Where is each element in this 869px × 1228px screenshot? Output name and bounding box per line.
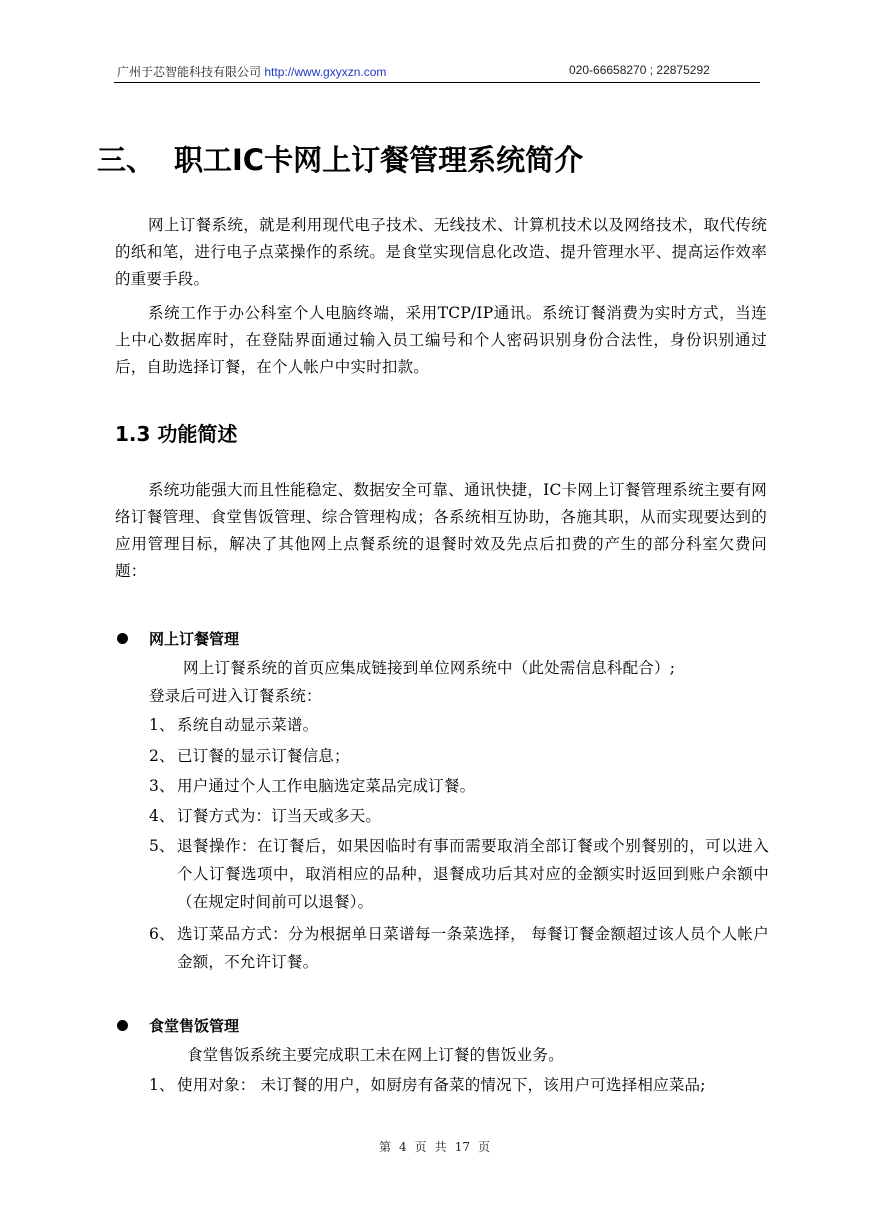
list-item-text: 已订餐的显示订餐信息； xyxy=(177,747,350,765)
subsection-title: 1.3 功能简述 xyxy=(115,422,238,446)
list-item xyxy=(149,802,769,830)
online-ordering-intro-1: 网上订餐系统的首页应集成链接到单位网系统中（此处需信息科配合）; xyxy=(183,659,676,677)
list-item-number: 2、 xyxy=(149,747,175,765)
list-item-number: 1、 xyxy=(149,1076,175,1094)
footer-word: 共 xyxy=(434,1140,447,1154)
list-item-number: 6、 xyxy=(149,925,175,943)
footer-total-pages: 17 xyxy=(454,1140,470,1154)
page-header xyxy=(114,62,760,83)
list-item-text: 选订菜品方式：分为根据单日菜谱每一条菜选择， 每餐订餐金额超过该人员个人帐户金额，不允许订餐。 xyxy=(177,925,769,971)
footer-page-number: 4 xyxy=(399,1140,407,1154)
canteen-heading: 食堂售饭管理 xyxy=(149,1017,240,1035)
footer-word: 页 xyxy=(477,1140,490,1154)
header-phone: 020-66658270 ; 22875292 xyxy=(569,63,710,77)
list-item xyxy=(149,742,769,770)
intro-paragraph-2: 系统工作于办公科室个人电脑终端，采用TCP/IP通讯。系统订餐消费为实时方式，当连上中心数据库时，在登陆界面通过输入员工编号和个人密码识别身份合法性，身份识别通过后，自助选择订餐，在个人帐户中实时扣款。 xyxy=(115,304,767,376)
section-number: 三、 xyxy=(97,143,156,177)
section-title xyxy=(97,140,583,180)
list-item-number: 4、 xyxy=(149,807,175,825)
list-item xyxy=(149,832,769,916)
company-url-link[interactable]: http://www.gxyxzn.com xyxy=(264,65,387,79)
online-ordering-heading: 网上订餐管理 xyxy=(149,630,240,648)
list-item-text: 订餐方式为：订当天或多天。 xyxy=(177,807,382,825)
header-company xyxy=(117,63,386,80)
list-item-number: 1、 xyxy=(149,716,175,734)
list-item-text: 用户通过个人工作电脑选定菜品完成订餐。 xyxy=(177,777,476,795)
footer-word: 第 xyxy=(379,1140,392,1154)
section-title-text: 职工IC卡网上订餐管理系统简介 xyxy=(174,143,584,177)
list-item xyxy=(149,772,769,800)
function-paragraph: 系统功能强大而且性能稳定、数据安全可靠、通讯快捷，IC卡网上订餐管理系统主要有网络订餐管理、食堂售饭管理、综合管理构成；各系统相互协助，各施其职，从而实现要达到的应用管理目标，解决了其他网上点餐系统的退餐时效及先点后扣费的产生的部分科室欠费问题： xyxy=(115,481,767,580)
bullet-dot-icon xyxy=(117,633,128,644)
list-item-text: 退餐操作：在订餐后，如果因临时有事而需要取消全部订餐或个别餐别的，可以进入个人订餐选项中，取消相应的品种，退餐成功后其对应的金额实时返回到账户余额中（在规定时间前可以退餐）。 xyxy=(177,837,769,911)
bullet-canteen xyxy=(117,1015,239,1036)
list-item-text: 系统自动显示菜谱。 xyxy=(177,716,319,734)
list-item-text: 使用对象： 未订餐的用户，如厨房有备菜的情况下，该用户可选择相应菜品; xyxy=(177,1076,706,1094)
bullet-online-ordering xyxy=(117,628,239,649)
list-item-number: 5、 xyxy=(149,837,175,855)
list-item xyxy=(149,711,769,739)
page-footer xyxy=(0,1138,869,1155)
list-item xyxy=(149,1071,769,1099)
list-item xyxy=(149,920,769,976)
footer-word: 页 xyxy=(414,1140,427,1154)
intro-paragraph-1: 网上订餐系统，就是利用现代电子技术、无线技术、计算机技术以及网络技术，取代传统的纸和笔，进行电子点菜操作的系统。是食堂实现信息化改造、提升管理水平、提高运作效率的重要手段。 xyxy=(115,216,767,288)
bullet-dot-icon xyxy=(117,1020,128,1031)
canteen-intro: 食堂售饭系统主要完成职工未在网上订餐的售饭业务。 xyxy=(187,1046,564,1064)
list-item-number: 3、 xyxy=(149,777,175,795)
online-ordering-intro-2: 登录后可进入订餐系统： xyxy=(149,687,322,705)
company-name: 广州于芯智能科技有限公司 xyxy=(117,65,262,79)
